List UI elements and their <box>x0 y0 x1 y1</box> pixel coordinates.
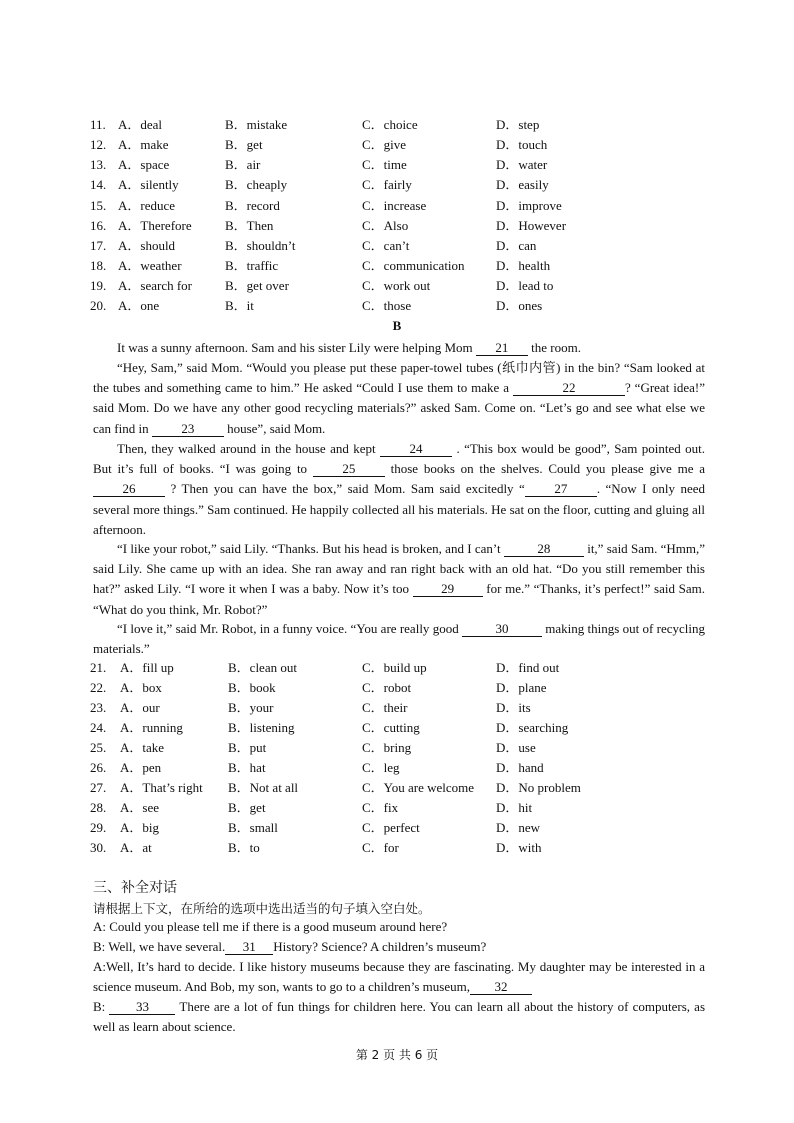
option-row-27: 27. A．That’s right B．Not at all C．You are welcome D．No problem <box>90 780 581 795</box>
option-row-22: 22. A．box B．book C．robot D．plane <box>90 680 547 695</box>
section-3-heading: 三、补全对话 <box>93 880 177 896</box>
option-row-30: 30. A．at B．to C．for D．with <box>90 840 542 855</box>
option-row-20: 20. A．one B．it C．those D．ones <box>90 298 543 313</box>
blank-23: 23 <box>152 422 224 437</box>
blank-30: 30 <box>462 622 542 637</box>
blank-22: 22 <box>513 381 625 396</box>
option-row-29: 29. A．big B．small C．perfect D．new <box>90 820 541 835</box>
blank-24: 24 <box>380 442 452 457</box>
dialogue-line-3: A:Well, It’s hard to decide. I like history museums because they are fascinating. My daughter may be interested in a science museum. And Bob, my son, wants to go to a children’s museum, 32 <box>93 959 705 995</box>
dialogue-line-2: B: Well, we have several. 31 History? Science? A children’s museum? <box>93 939 487 954</box>
dialogue-line-1: A: Could you please tell me if there is a good museum around here? <box>93 919 448 934</box>
blank-27: 27 <box>525 482 597 497</box>
option-row-14: 14. A．silently B．cheaply C．fairly D．easily <box>90 177 549 192</box>
blank-26: 26 <box>93 482 165 497</box>
blank-33: 33 <box>109 1000 175 1015</box>
section-b-title: B <box>392 318 402 333</box>
passage-paragraph-2: “Hey, Sam,” said Mom. “Would you please put these paper-towel tubes (纸巾内管) in the bin? “Sam looked at the tubes and something came to him.” He asked “Could I use them to make a 22 ? “Great idea!” said Mom. Do we have any other good recycling materials?” asked Sam. Come on. “Let’s go and see what else we can find in 23 house”, said Mom. <box>93 360 705 436</box>
blank-21: 21 <box>476 341 528 356</box>
option-row-18: 18. A．weather B．traffic C．communication D．health <box>90 258 551 273</box>
blank-28: 28 <box>504 542 584 557</box>
passage-paragraph-5: “I love it,” said Mr. Robot, in a funny voice. “You are really good 30 making things out of recycling materials.” <box>93 621 705 657</box>
blank-25: 25 <box>313 462 385 477</box>
blank-29: 29 <box>413 582 483 597</box>
option-row-28: 28. A．see B．get C．fix D．hit <box>90 800 533 815</box>
option-row-11: 11. A．deal B．mistake C．choice D．step <box>90 117 540 132</box>
option-row-12: 12. A．make B．get C．give D．touch <box>90 137 548 152</box>
option-row-13: 13. A．space B．air C．time D．water <box>90 157 548 172</box>
dialogue-line-4: B: 33 There are a lot of fun things for children here. You can learn all about the history of computers, as well as learn about science. <box>93 999 706 1035</box>
blank-31: 31 <box>225 940 273 955</box>
passage-paragraph-3: Then, they walked around in the house and kept 24 . “This box would be good”, Sam pointed out. But it’s full of books. “I was going to 25 those books on the shelves. Could you please give me a 26 ? Then you can have the box,” said Mom. Sam said excitedly “ 27 . “Now I only need several more things.” Sam continued. He happily collected all his materials. He sat on the floor, cutting and gluing all afternoon. <box>93 441 706 537</box>
option-row-21: 21. A．fill up B．clean out C．build up D．find out <box>90 660 560 675</box>
option-row-15: 15. A．reduce B．record C．increase D．improve <box>90 198 562 213</box>
passage-paragraph-4: “I like your robot,” said Lily. “Thanks. But his head is broken, and I can’t 28 it,” said Sam. “Hmm,” said Lily. She came up with an idea. She ran away and ran right back with an old hat. “Do you still remember this hat?” asked Lily. “I wore it when I was a baby. Now it’s too 29 for me.” “Thanks, it’s perfect!” said Sam. “What do you think, Mr. Robot?” <box>93 541 706 617</box>
option-row-17: 17. A．should B．shouldn’t C．can’t D．can <box>90 238 537 253</box>
passage-paragraph-1: It was a sunny afternoon. Sam and his sister Lily were helping Mom 21 the room. <box>117 340 581 355</box>
option-row-19: 19. A．search for B．get over C．work out D．lead to <box>90 278 554 293</box>
option-row-25: 25. A．take B．put C．bring D．use <box>90 740 536 755</box>
option-row-23: 23. A．our B．your C．their D．its <box>90 700 531 715</box>
option-row-24: 24. A．running B．listening C．cutting D．searching <box>90 720 569 735</box>
option-row-16: 16. A．Therefore B．Then C．Also D．However <box>90 218 567 233</box>
option-row-26: 26. A．pen B．hat C．leg D．hand <box>90 760 544 775</box>
blank-32: 32 <box>470 980 532 995</box>
page-number: 第 2 页 共 6 页 <box>355 1048 439 1062</box>
section-3-instruction: 请根据上下文，在所给的选项中选出适当的句子填入空白处。 <box>93 901 431 916</box>
